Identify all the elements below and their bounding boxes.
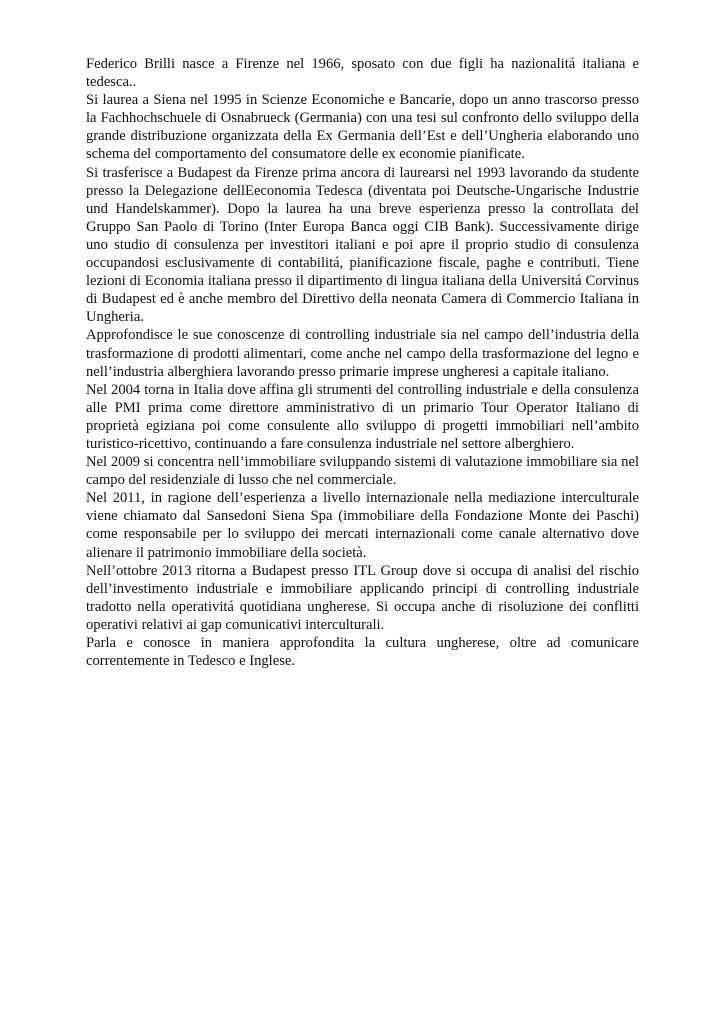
paragraph-controlling-expertise: Approfondisce le sue conoscenze di controlling industriale sia nel campo dell’industria della trasformazione di prodotti alimentari, come anche nel campo della trasformazione del legno e nell’industria alberghiera lavorando presso primarie imprese ungheresi a capitale italiano. xyxy=(86,327,639,380)
paragraph-birth: Federico Brilli nasce a Firenze nel 1966, sposato con due figli ha nazionalitá italiana e tedesca.. xyxy=(86,56,639,91)
paragraph-2009-real-estate: Nel 2009 si concentra nell’immobiliare sviluppando sistemi di valutazione immobiliare sia nel campo del residenziale di lusso che nel commerciale. xyxy=(86,454,639,489)
paragraph-education: Si laurea a Siena nel 1995 in Scienze Economiche e Bancarie, dopo un anno trascorso presso la Fachhochschuele di Osnabrueck (Germania) con una tesi sul confronto dello sviluppo della grande distribuzione organizzata della Ex Germania dell’Est e dell’Ungheria elaborando uno schema del comportamento del consumatore delle ex economie pianificate. xyxy=(86,92,639,163)
document-body xyxy=(86,55,639,670)
paragraph-budapest-career: Si trasferisce a Budapest da Firenze prima ancora di laurearsi nel 1993 lavorando da studente presso la Delegazione dellEeconomia Tedesca (diventata poi Deutsche-Ungarische Industrie und Handelskammer). Dopo la laurea ha una breve esperienza presso la controllata del Gruppo San Paolo di Torino (Inter Europa Banca oggi CIB Bank). Successivamente dirige uno studio di consulenza per investitori italiani e poi apre il proprio studio di consulenza occupandosi esclusivamente di contabilitá, pianificazione fiscale, paghe e contributi. Tiene lezioni di Economia italiana presso il dipartimento di lingua italiana della Universitá Corvinus di Budapest ed è anche membro del Direttivo della neonata Camera di Commercio Italiana in Ungheria. xyxy=(86,164,639,326)
paragraph-languages: Parla e conosce in maniera approfondita la cultura ungherese, oltre ad comunicare correntemente in Tedesco e Inglese. xyxy=(86,635,639,670)
paragraph-2013-itl-group: Nell’ottobre 2013 ritorna a Budapest presso ITL Group dove si occupa di analisi del rischio dell’investimento industriale e immobiliare applicando principi di controlling industriale tradotto nella operativitá quotidiana ungherese. Si occupa anche di risoluzione dei conflitti operativi relativi ai gap comunicativi interculturali. xyxy=(86,562,639,633)
paragraph-2011-sansedoni: Nel 2011, in ragione dell’esperienza a livello internazionale nella mediazione interculturale viene chiamato dal Sansedoni Siena Spa (immobiliare della Fondazione Monte dei Paschi) come responsabile per lo sviluppo dei mercati internazionali come canale alternativo dove alienare il patrimonio immobiliare della società. xyxy=(86,490,639,561)
paragraph-2004-italy: Nel 2004 torna in Italia dove affina gli strumenti del controlling industriale e della consulenza alle PMI prima come direttore amministrativo di un primario Tour Operator Italiano di proprietà egiziana poi come consulente allo sviluppo di progetti immobiliari nell’ambito turistico-ricettivo, continuando a fare consulenza industriale nel settore alberghiero. xyxy=(86,381,639,452)
